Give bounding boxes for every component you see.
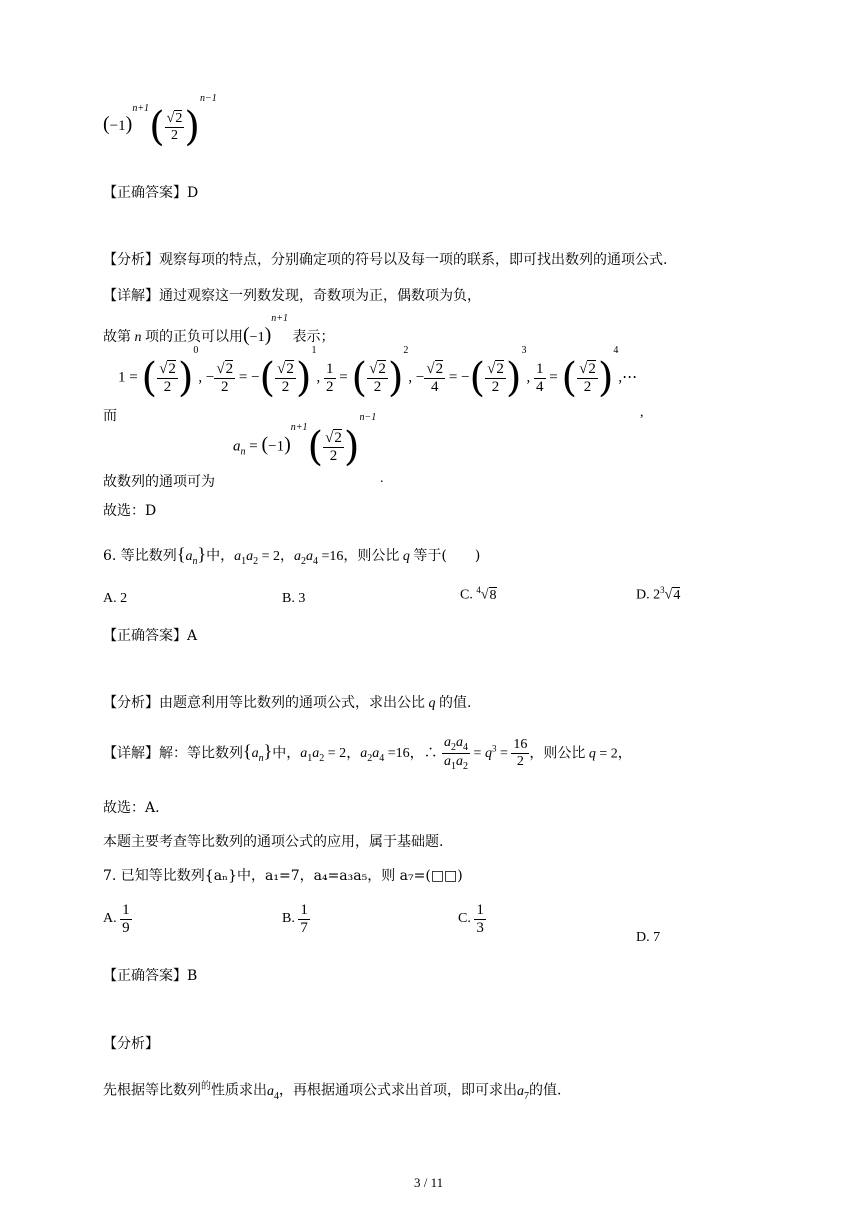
q6-mid: 中， <box>206 548 235 564</box>
q7-option-c: C. $\frac{1}{3}$ <box>458 902 484 936</box>
q7-option-a: A. $\frac{1}{9}$ <box>103 902 130 936</box>
sign-line: 故第 n 项的正负可以用$(-1)^{n+1}$ 表示； <box>103 313 335 346</box>
analysis-7-de: 的 <box>201 1081 211 1092</box>
detail-6: 【详解】解：等比数列$\{a_n\}$中，$a_1a_2 = 2$，$a_2a_4 =16$，∴ $\frac{a_2a_4}{a_1a_2}$ = $q^3$ = $\frac{16}{2}$ ，则公比 q = 2， <box>103 735 632 772</box>
analysis-6-text-a: 【分析】由题意利用等比数列的通项公式，求出公比 <box>103 695 425 711</box>
q6-option-a: A. 2 <box>103 591 128 606</box>
q7-option-c-label: C. <box>458 911 471 927</box>
q7-option-a-label: A. <box>103 911 117 927</box>
q6-option-d: D. $2^3√4$ <box>636 585 681 603</box>
er-text: 而 <box>103 408 117 424</box>
q6-text: 6. 等比数列 <box>103 548 177 564</box>
q6-option-c-label: C. <box>460 587 473 603</box>
sign-text-b: 项的正负可以用 <box>145 329 243 345</box>
answer-7: 【正确答案】B <box>103 968 198 984</box>
choose-5: 故选：D <box>103 503 157 519</box>
detail-6-text-b: 中， <box>272 745 301 762</box>
sign-text-a: 故第 <box>103 329 131 345</box>
answer-5: 【正确答案】D <box>103 185 199 201</box>
analysis-6: 【分析】由题意利用等比数列的通项公式，求出公比 q 的值. <box>103 695 472 711</box>
analysis-7: 【分析】 <box>103 1036 159 1052</box>
q6-tail: ，则公比 <box>343 548 400 564</box>
sign-text-c: 表示； <box>292 329 335 345</box>
answer-6: 【正确答案】A <box>103 628 198 644</box>
analysis-7-text-a: 先根据等比数列 <box>103 1082 201 1099</box>
comma: , <box>640 405 644 420</box>
general-term-text: 故数列的通项可为 <box>103 474 215 490</box>
analysis-6-text-b: 的值. <box>439 695 472 711</box>
sequence-equalities: 1 = ( $\frac{√2}{2}$ )$^0$, − $\frac{√2}{2}$ = −( $\frac{√2}{2}$ )$^1$, $\frac{1}{2}$ = ( $\frac{√2}{2}$ )$^2$, − $\frac{√2}{4}$ = −( $\frac{√2}{2}$ )$^3$, $\frac{1}{4}$ = ( $\frac{√2}{2}$ )$^4$,⋯ <box>118 345 638 401</box>
question-6: 6. 等比数列$\{a_n\}$中，$a_1a_2 = 2$，$a_2a_4 =16$，则公比 q 等于( ) <box>103 544 481 567</box>
q6-option-c: C. $^4$√8 <box>460 585 497 603</box>
general-term-formula: $a_n = (-1)^{n+1}$( $\frac{√2}{2}$ )$^{n-1}$ <box>233 412 377 470</box>
detail-6-text-a: 【详解】解：等比数列 <box>103 745 243 762</box>
analysis-7-text-b: 性质求出 <box>211 1082 267 1099</box>
detail-6-text-c: ，则公比 <box>529 745 586 762</box>
q6-option-d-label: D. <box>636 587 650 603</box>
page-number: 3 / 11 <box>414 1175 444 1190</box>
q7-option-b-label: B. <box>282 911 295 927</box>
period: . <box>380 471 384 486</box>
analysis-7-text-c: ，再根据通项公式求出首项，即可求出 <box>279 1082 517 1099</box>
analysis-7-text-d: 的值. <box>529 1082 562 1099</box>
q6-option-b: B. 3 <box>282 591 306 606</box>
choose-6: 故选：A. <box>103 800 160 816</box>
q7-option-b: B. $\frac{1}{7}$ <box>282 902 308 936</box>
detail-5: 【详解】通过观察这一列数发现，奇数项为正，偶数项为负， <box>103 288 481 304</box>
q6-end: 等于( ) <box>413 548 481 564</box>
formula-general-term: $(-1)^{n+1}$( $\frac{√2}{2}$ )$^{n-1}$ <box>103 92 217 150</box>
analysis-7-text: 先根据等比数列$^的$性质求出$a_4$，再根据通项公式求出首项，即可求出$a_7$的值. <box>103 1081 562 1102</box>
analysis-5: 【分析】观察每项的特点，分别确定项的符号以及每一项的联系，即可找出数列的通项公式. <box>103 252 668 268</box>
note-6: 本题主要考查等比数列的通项公式的应用，属于基础题. <box>103 834 444 850</box>
q7-option-d: D. 7 <box>636 930 661 945</box>
question-7: 7. 已知等比数列{aₙ}中，a₁=7，a₄=a₃a₅，则 a₇=(□□) <box>103 868 463 884</box>
